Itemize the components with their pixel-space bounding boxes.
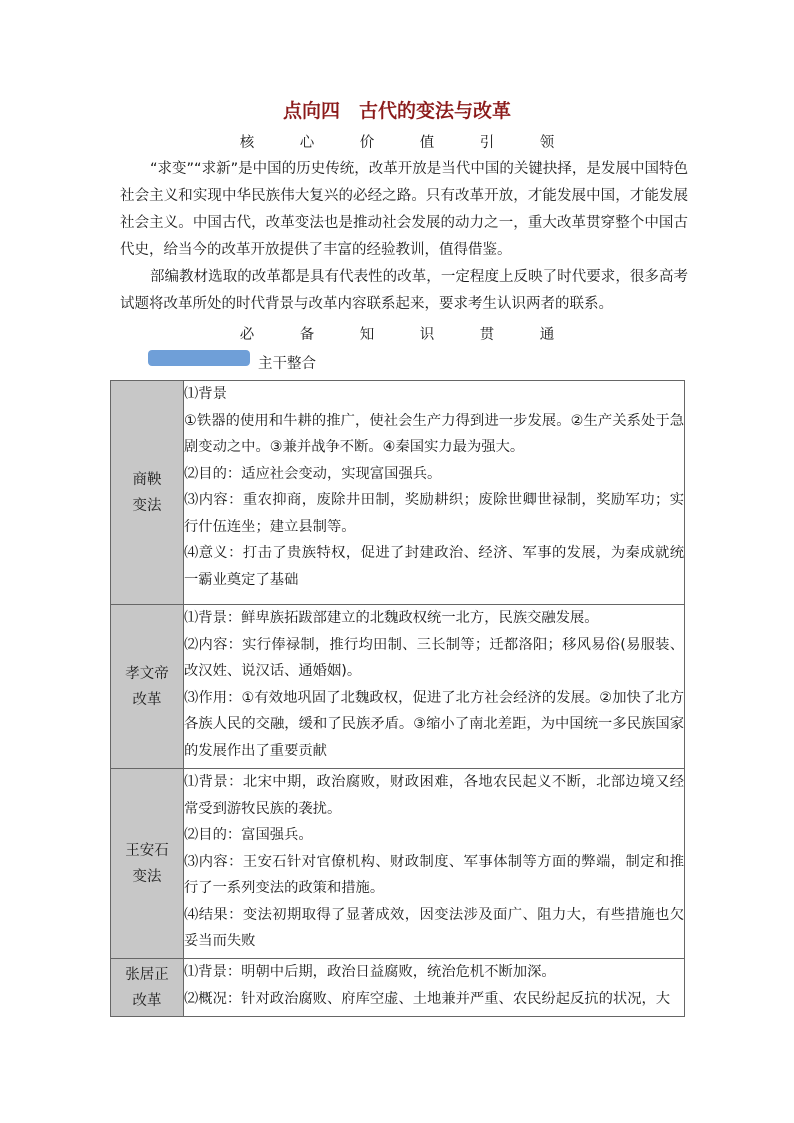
reform-content-cell <box>184 769 685 959</box>
reform-table <box>110 380 685 1017</box>
content-line: ⑶内容：王安石针对官僚机构、财政制度、军事体制等方面的弊端，制定和推行了一系列变法的政策和措施。 <box>184 853 684 896</box>
content-line: ⑵内容：实行俸禄制，推行均田制、三长制等；迁都洛阳；移风易俗(易服装、改汉姓、说汉话、通婚姻)。 <box>184 636 684 679</box>
heading-char: 心 <box>299 135 315 151</box>
intro-paragraph: 部编教材选取的改革都是具有代表性的改革，一定程度上反映了时代要求，很多高考试题将改革所处的时代背景与改革内容联系起来，要求考生认识两者的联系。 <box>120 268 688 312</box>
intro-paragraph: “求变”“求新”是中国的历史传统，改革开放是当代中国的关键抉择，是发展中国特色社会主义和实现中华民族伟大复兴的必经之路。只有改革开放，才能发展中国，才能发展社会主义。中国古代，改革变法也是推动社会发展的动力之一，重大改革贯穿整个中国古代史，给当今的改革开放提供了丰富的经验教训，值得借鉴。 <box>120 160 688 258</box>
heading-char: 领 <box>539 135 555 151</box>
content-line: ⑷结果：变法初期取得了显著成效，因变法涉及面广、阻力大，有些措施也欠妥当而失败 <box>184 906 684 949</box>
reform-name-cell <box>111 605 184 769</box>
content-line: ⑴背景：北宋中期，政治腐败，财政困难，各地农民起义不断，北部边境又经常受到游牧民族的袭扰。 <box>184 774 684 817</box>
content-line: ⑶作用：①有效地巩固了北魏政权，促进了北方社会经济的发展。②加快了北方各族人民的交融，缓和了民族矛盾。③缩小了南北差距，为中国统一多民族国家的发展作出了重要贡献 <box>184 689 684 759</box>
reform-name-cell <box>111 959 184 1017</box>
content-line: ⑶内容：重农抑商，废除井田制，奖励耕织；废除世卿世禄制，奖励军功；实行什伍连坐；建立县制等。 <box>184 492 684 535</box>
section-heading-core-values <box>0 131 794 152</box>
content-line: ⑵概况：针对政治腐败、府库空虚、土地兼并严重、农民纷起反抗的状况，大 <box>184 990 671 1007</box>
table-row <box>111 605 685 769</box>
reform-name: 改革 <box>132 691 162 708</box>
reform-name: 张居正 <box>125 966 169 983</box>
table-row <box>111 381 685 605</box>
table-row <box>111 959 685 1017</box>
content-line: ⑷意义：打击了贵族特权，促进了封建政治、经济、军事的发展，为秦成就统一霸业奠定了基础 <box>184 545 684 588</box>
reform-name: 变法 <box>132 868 162 885</box>
reform-name-cell <box>111 769 184 959</box>
heading-char: 贯 <box>479 327 495 343</box>
reform-content-cell <box>184 605 685 769</box>
content-line: ⑵目的：适应社会变动，实现富国强兵。 <box>184 465 442 482</box>
badge-label: 主干整合 <box>258 356 316 372</box>
heading-char: 必 <box>239 327 255 343</box>
reform-name: 改革 <box>132 992 162 1009</box>
heading-char: 通 <box>539 327 555 343</box>
reform-name: 变法 <box>132 497 162 514</box>
reform-content-cell <box>184 959 685 1017</box>
heading-char: 识 <box>419 327 435 343</box>
content-line: ⑵目的：富国强兵。 <box>184 827 313 843</box>
reform-name-cell <box>111 381 184 605</box>
content-line: ⑴背景：明朝中后期，政治日益腐败，统治危机不断加深。 <box>184 964 556 980</box>
reform-name: 商鞅 <box>132 471 162 488</box>
section-heading-knowledge <box>0 323 794 344</box>
content-line: ⑴背景 <box>184 386 227 402</box>
content-line: ⑴背景：鲜卑族拓跋部建立的北魏政权统一北方，民族交融发展。 <box>184 610 599 626</box>
heading-char: 值 <box>419 135 435 151</box>
heading-char: 知 <box>359 327 375 343</box>
heading-char: 价 <box>359 135 375 151</box>
reform-name: 孝文帝 <box>125 665 169 682</box>
heading-char: 核 <box>239 135 255 151</box>
heading-char: 备 <box>299 327 315 343</box>
table-row <box>111 769 685 959</box>
reform-content-cell <box>184 381 685 605</box>
page-title: 点向四 古代的变法与改革 <box>282 100 511 122</box>
content-line: ①铁器的使用和牛耕的推广，使社会生产力得到进一步发展。②生产关系处于急剧变动之中。③兼并战争不断。④秦国实力最为强大。 <box>184 412 684 455</box>
reform-name: 王安石 <box>125 842 169 859</box>
section-badge <box>148 350 250 366</box>
heading-char: 引 <box>479 135 495 151</box>
